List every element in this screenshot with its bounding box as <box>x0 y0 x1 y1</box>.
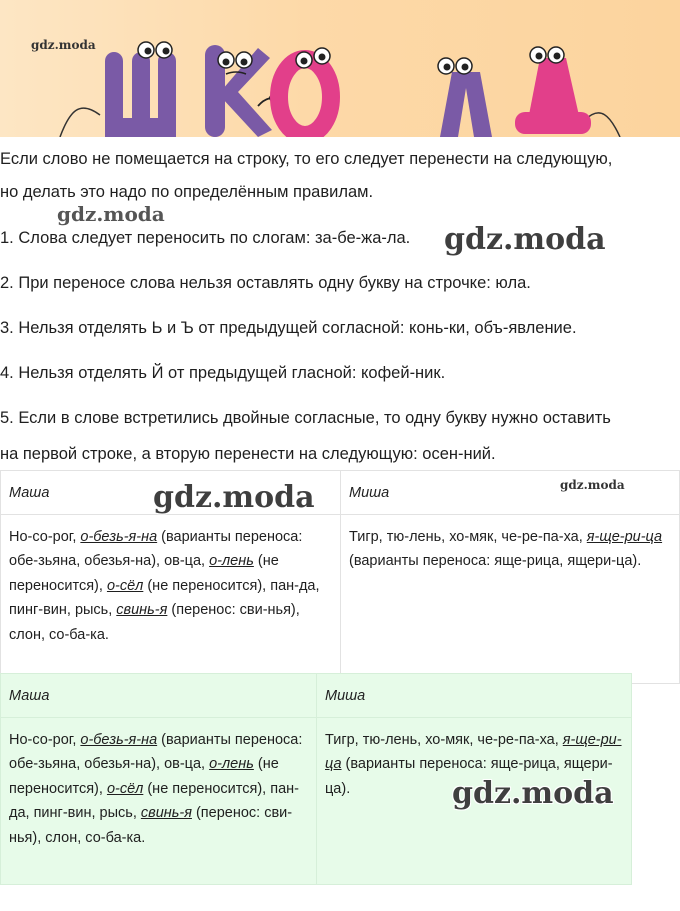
rule-5-line-1: 5. Если в слове встретились двойные согласные, то одну букву нужно оставить <box>0 409 611 427</box>
watermark: gdz.moda <box>560 478 625 492</box>
intro-line-2: но делать это надо по определённым правилам. <box>0 183 374 201</box>
intro-line-1: Если слово не помещается на строку, то его следует перенести на следующую, <box>0 150 613 168</box>
underlined-word: о-сёл <box>106 577 144 594</box>
banner-watermark: gdz.moda <box>31 38 96 52</box>
header-masha: Маша <box>1 471 341 515</box>
letter-d-shape <box>515 47 591 134</box>
rule-5-line-2: на первой строке, а вторую перенести на следующую: осен-ний. <box>0 445 496 463</box>
underlined-word: о-лень <box>209 756 254 772</box>
underlined-word: я-ще-ри-ца <box>325 731 622 772</box>
rule-4: 4. Нельзя отделять Й от предыдущей гласной: кофей-ник. <box>0 364 446 382</box>
letter-l-shape <box>438 58 492 137</box>
underlined-word: о-безь-я-на <box>80 528 158 545</box>
rule-1: 1. Слова следует переносить по слогам: за-бе-жа-ла. <box>0 229 411 247</box>
watermark: gdz.moda <box>444 222 606 257</box>
underlined-word: о-сёл <box>106 780 144 797</box>
misha-answer: Тигр, тю-лень, хо-мяк, че-ре-па-ха, я-ще-ри-ца (варианты переноса: яще-рица, ящери-ца). <box>341 514 680 683</box>
letter-k-shape <box>205 45 272 137</box>
underlined-word: я-ще-ри-ца <box>586 528 663 545</box>
watermark: gdz.moda <box>452 776 614 811</box>
banner <box>0 0 680 137</box>
letter-sh-shape <box>105 42 176 137</box>
banner-illustration <box>0 0 680 137</box>
table-row <box>1 514 680 683</box>
masha-answer: Но-со-рог, о-безь-я-на (варианты переноса: обе-зьяна, обезья-на), ов-ца, о-лень (не переносится), о-сёл (не переносится), пан-да, пинг-вин, рысь, свинь-я (перенос: сви-нья), слон, со-ба-ка. <box>1 717 317 884</box>
letter-o-shape <box>279 48 331 135</box>
underlined-word: о-лень <box>209 553 254 569</box>
watermark: gdz.moda <box>57 202 165 226</box>
watermark: gdz.moda <box>153 480 315 515</box>
misha-answer: Тигр, тю-лень, хо-мяк, че-ре-па-ха, я-ще-ри-ца (варианты переноса: яще-рица, ящери-ца). <box>317 717 632 884</box>
masha-answer: Но-со-рог, о-безь-я-на (варианты переноса: обе-зьяна, обезья-на), ов-ца, о-лень (не переносится), о-сёл (не переносится), пан-да, пинг-вин, рысь, свинь-я (перенос: сви-нья), слон, со-ба-ка. <box>1 514 341 683</box>
rule-2: 2. При переносе слова нельзя оставлять одну букву на строчке: юла. <box>0 274 531 292</box>
underlined-word: свинь-я <box>140 805 192 821</box>
table-header-row <box>1 674 632 718</box>
header-masha: Маша <box>1 674 317 718</box>
underlined-word: свинь-я <box>116 602 168 618</box>
header-misha: Миша <box>317 674 632 718</box>
underlined-word: о-безь-я-на <box>80 731 158 748</box>
rule-3: 3. Нельзя отделять Ь и Ъ от предыдущей согласной: конь-ки, объ-явление. <box>0 319 577 337</box>
answer-table-1 <box>0 470 680 684</box>
header-misha: Миша <box>341 471 680 515</box>
